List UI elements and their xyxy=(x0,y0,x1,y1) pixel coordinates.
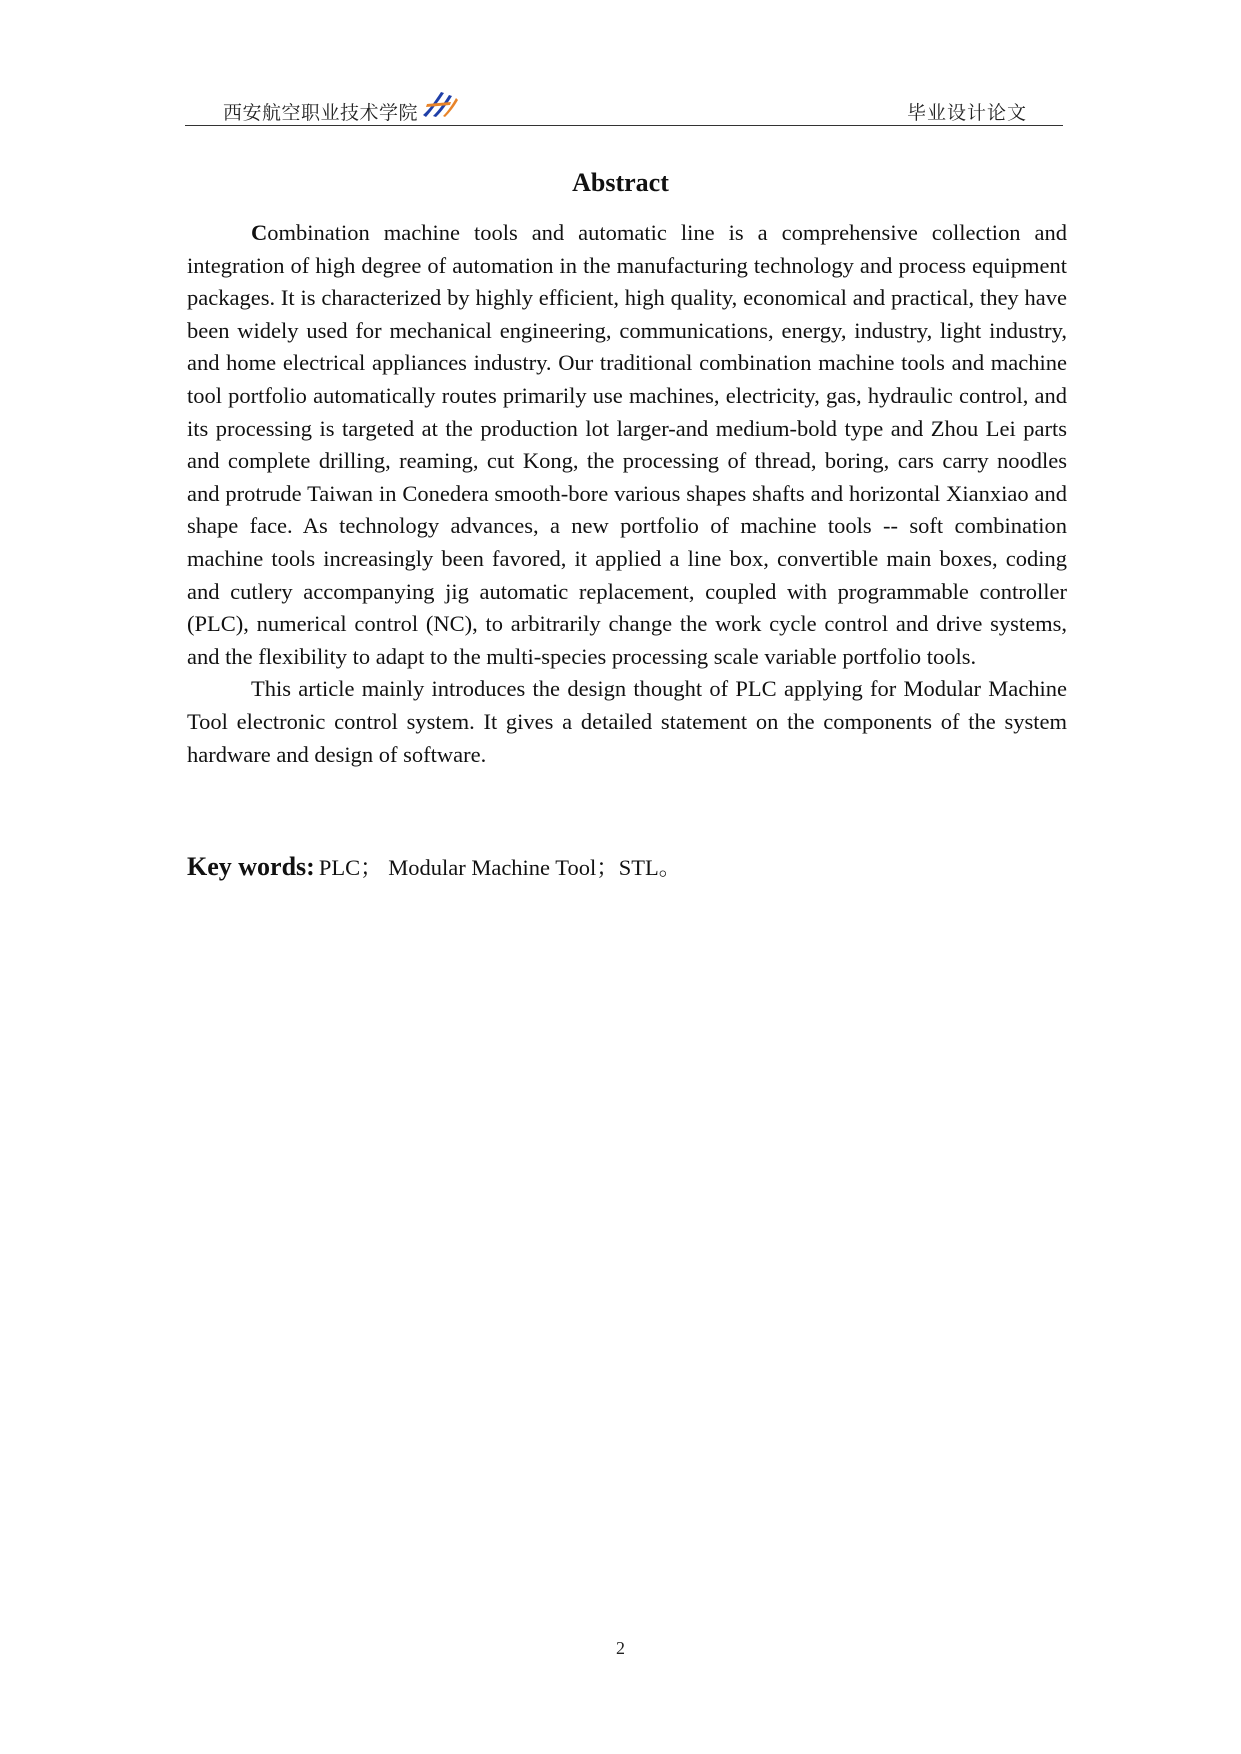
page-number: 2 xyxy=(616,1638,625,1658)
paragraph-initial: C xyxy=(251,220,268,245)
institution-name: 西安航空职业技术学院 xyxy=(223,103,419,124)
keywords-value: PLC； Modular Machine Tool；STL。 xyxy=(318,855,682,880)
document-type: 毕业设计论文 xyxy=(906,103,1027,124)
institution-logo-icon xyxy=(421,90,459,118)
header-divider xyxy=(185,125,1063,126)
keywords-line xyxy=(187,850,681,882)
abstract-body xyxy=(187,217,1067,771)
page-title: Abstract xyxy=(572,168,669,197)
paragraph-text: ombination machine tools and automatic line is a comprehensive collection and integration of high degree of automation in the manufacturing technology and process equipment packages. It is characterized by highly efficient, high quality, economical and practical, they have been widely used for mechanical engineering, communications, energy, industry, light industry, and home electrical appliances industry. Our traditional combination machine tools and machine tool portfolio automatically routes primarily use machines, electricity, gas, hydraulic control, and its processing is targeted at the production lot larger-and medium-bold type and Zhou Lei parts and complete drilling, reaming, cut Kong, the processing of thread, boring, cars carry noodles and protrude Taiwan in Conedera smooth-bore various shapes shafts and horizontal Xianxiao and shape face. As technology advances, a new portfolio of machine tools -- soft combination machine tools increasingly been favored, it applied a line box, convertible main boxes, coding and cutlery accompanying jig automatic replacement, coupled with programmable controller (PLC), numerical control (NC), to arbitrarily change the work cycle control and drive systems, and the flexibility to adapt to the multi-species processing scale variable portfolio tools. xyxy=(187,220,1067,669)
abstract-paragraph-2 xyxy=(187,673,1067,771)
page-header xyxy=(185,84,1063,126)
abstract-paragraph-1 xyxy=(187,217,1067,673)
keywords-label: Key words: xyxy=(187,852,315,881)
paragraph-text: This article mainly introduces the design thought of PLC applying for Modular Machine Tool electronic control system. It gives a detailed statement on the components of the system hardware and design of software. xyxy=(187,676,1067,767)
